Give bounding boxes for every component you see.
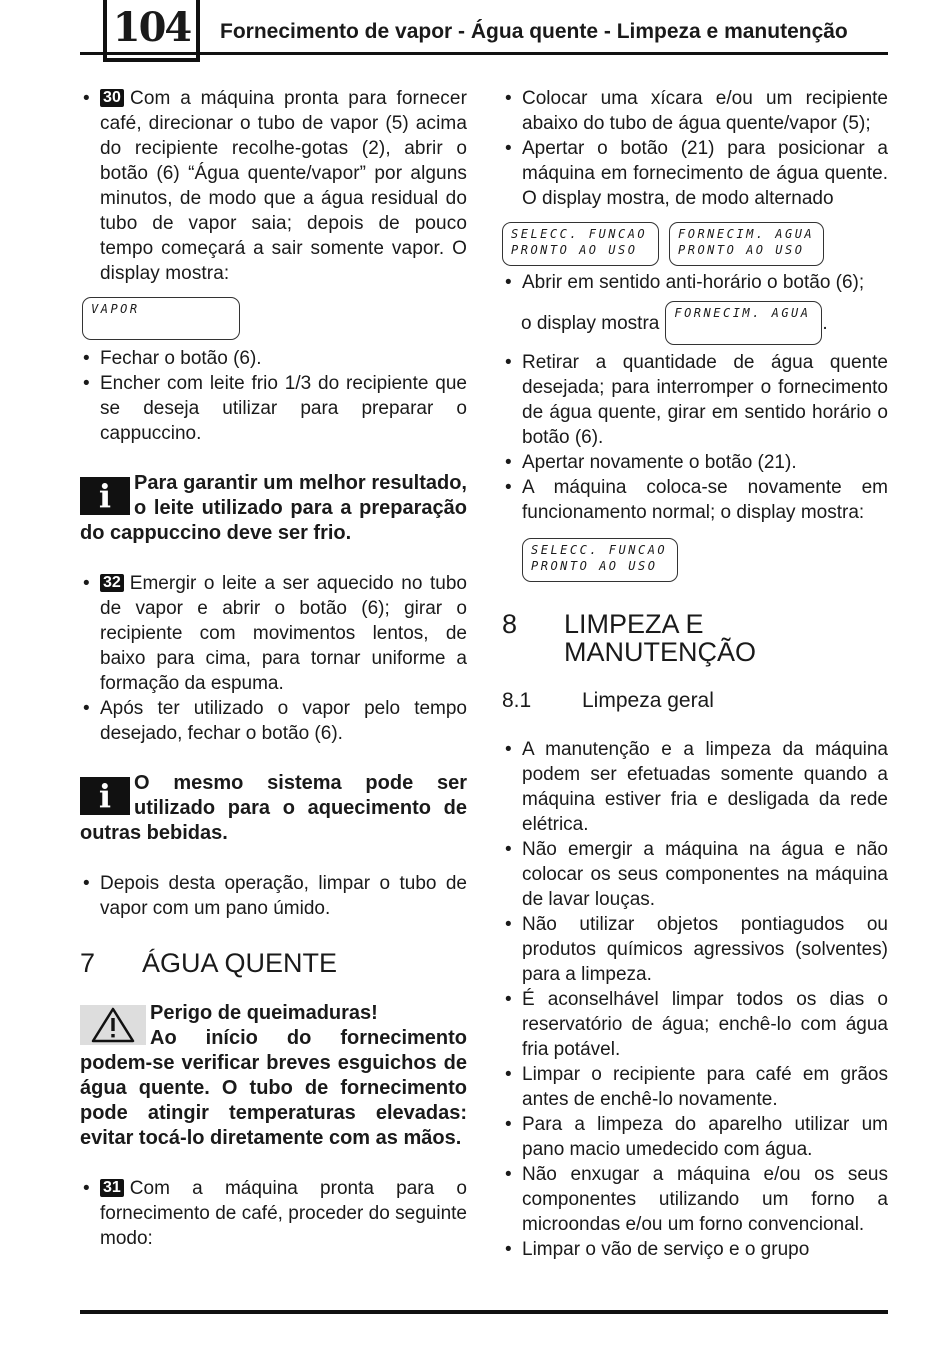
display-vapor [82, 297, 240, 340]
display-water-supply-single [665, 301, 822, 345]
list-item: • Depois desta operação, limpar o tubo de vapor com um pano úmido. [80, 871, 467, 921]
list-item: • Abrir em sentido anti-horário o botão (6); [502, 270, 888, 295]
info-note-text: Para garantir um melhor resultado, o leite utilizado para a preparação do cappuccino deve ser frio. [80, 472, 467, 544]
warning-icon [80, 1005, 146, 1045]
subsection-number: 8.1 [502, 689, 532, 712]
list-item [80, 571, 467, 696]
display-line: FORNECIM. AGUA [678, 227, 815, 241]
warning-triangle-icon [91, 1007, 135, 1043]
section-heading-line: MANUTENÇÃO [564, 637, 757, 667]
display-row [502, 222, 888, 266]
page-number: 104 [112, 3, 191, 51]
step-31-text: Com a máquina pronta para o fornecimento de café, proceder do seguinte modo: [100, 1178, 467, 1249]
display-select-function-2 [522, 538, 678, 582]
step-30-text: Com a máquina pronta para fornecer café, direcionar o tubo de vapor (5) acima do recipiente recolhe-gotas (2), abrir o botão (6) “Água quente/vapor” por alguns minutos, de modo que a água residual do tubo de vapor saia; depois de pouco tempo começará a sair somente vapor. O display mostra: [100, 88, 467, 284]
section-number: 8 [502, 609, 518, 639]
info-note-1 [80, 471, 467, 546]
display-line: VAPOR [91, 302, 140, 316]
display-line: FORNECIM. AGUA [674, 306, 811, 320]
list-item: • Apertar o botão (21) para posicionar a máquina em fornecimento de água quente. O display mostra, de modo alternado [502, 136, 888, 211]
period: . [822, 312, 828, 334]
bullet-list-clean [80, 871, 467, 921]
display-water-supply [669, 222, 824, 266]
warning-title: Perigo de queimaduras! [150, 1002, 378, 1024]
step-31-list [80, 1176, 467, 1251]
step-32-text: Emergir o leite a ser aquecido no tubo de vapor e abrir o botão (6); girar o recipiente com movimentos lentos, de baixo para cima, para tornar uniforme a formação da espuma. [100, 573, 467, 694]
list-item: • Encher com leite frio 1/3 do recipiente que se deseja utilizar para preparar o cappuccino. [80, 371, 467, 446]
display-mostra-label: o display mostra [521, 312, 660, 334]
info-icon: i [80, 777, 130, 815]
bullet-list-r2 [502, 350, 888, 525]
left-column [80, 86, 467, 1251]
bullet-list-open [502, 270, 888, 295]
list-item: • A manutenção e a limpeza da máquina podem ser efetuadas somente quando a máquina estiver fria e desligada da rede elétrica. [502, 737, 888, 837]
list-item: • É aconselhável limpar todos os dias o reservatório de água; enchê-lo com água fria potável. [502, 987, 888, 1062]
subsection-8-1-title [502, 688, 888, 713]
warning-note [80, 1001, 467, 1151]
list-item [80, 1176, 467, 1251]
display-line: PRONTO AO USO [531, 559, 658, 573]
bullet-list-1 [80, 346, 467, 446]
list-item: • Colocar uma xícara e/ou um recipiente abaixo do tubo de água quente/vapor (5); [502, 86, 888, 136]
step-30-list [80, 86, 467, 286]
header-rule [80, 52, 888, 55]
info-note-text: O mesmo sistema pode ser utilizado para o aquecimento de outras bebidas. [80, 772, 467, 844]
figure-badge-30: 30 [100, 89, 124, 107]
figure-badge-32: 32 [100, 574, 124, 592]
section-heading-line: LIMPEZA E [564, 609, 704, 639]
section-8-title [502, 610, 888, 666]
display-line: PRONTO AO USO [511, 243, 638, 257]
right-column [502, 86, 888, 1262]
list-item: • Para a limpeza do aparelho utilizar um pano macio umedecido com água. [502, 1112, 888, 1162]
list-item: • A máquina coloca-se novamente em funcionamento normal; o display mostra: [502, 475, 888, 525]
footer-rule [80, 1310, 888, 1314]
list-item: • Não enxugar a máquina e/ou os seus componentes utilizando um forno a microondas e/ou um forno convencional. [502, 1162, 888, 1237]
section-7-title [80, 949, 467, 977]
list-item: • Não emergir a máquina na água e não colocar os seus componentes na máquina de lavar louças. [502, 837, 888, 912]
list-item: • Não utilizar objetos pontiagudos ou produtos químicos agressivos (solventes) para a limpeza. [502, 912, 888, 987]
display-select-function [502, 222, 659, 266]
list-item: • Limpar o recipiente para café em grãos antes de enchê-lo novamente. [502, 1062, 888, 1112]
display-line: SELECC. FUNCAO [511, 227, 648, 241]
display-inline-row [502, 301, 888, 345]
warning-text: Ao início do fornecimento podem-se verificar breves esguichos de água quente. O tubo de fornecimento pode atingir temperaturas elevadas: evitar tocá-lo diretamente com as mãos. [80, 1027, 467, 1149]
list-item: • Limpar o vão de serviço e o grupo [502, 1237, 888, 1262]
list-item: • Fechar o botão (6). [80, 346, 467, 371]
bullet-list-r1 [502, 86, 888, 211]
list-item: • Após ter utilizado o vapor pelo tempo desejado, fechar o botão (6). [80, 696, 467, 746]
list-item: • Retirar a quantidade de água quente desejada; para interromper o fornecimento de água quente, girar em sentido horário o botão (6). [502, 350, 888, 450]
bullet-list-r3 [502, 737, 888, 1262]
list-item [80, 86, 467, 286]
section-heading [564, 610, 756, 666]
display-line: PRONTO AO USO [678, 243, 805, 257]
figure-badge-31: 31 [100, 1179, 124, 1197]
subsection-heading: Limpeza geral [582, 689, 714, 712]
info-note-2 [80, 771, 467, 846]
list-item: • Apertar novamente o botão (21). [502, 450, 888, 475]
section-heading: ÁGUA QUENTE [142, 948, 338, 978]
step-32-list [80, 571, 467, 746]
info-icon: i [80, 477, 130, 515]
section-number: 7 [80, 948, 96, 978]
page-title: Fornecimento de vapor - Água quente - Limpeza e manutenção [220, 20, 848, 43]
display-line: SELECC. FUNCAO [531, 543, 668, 557]
